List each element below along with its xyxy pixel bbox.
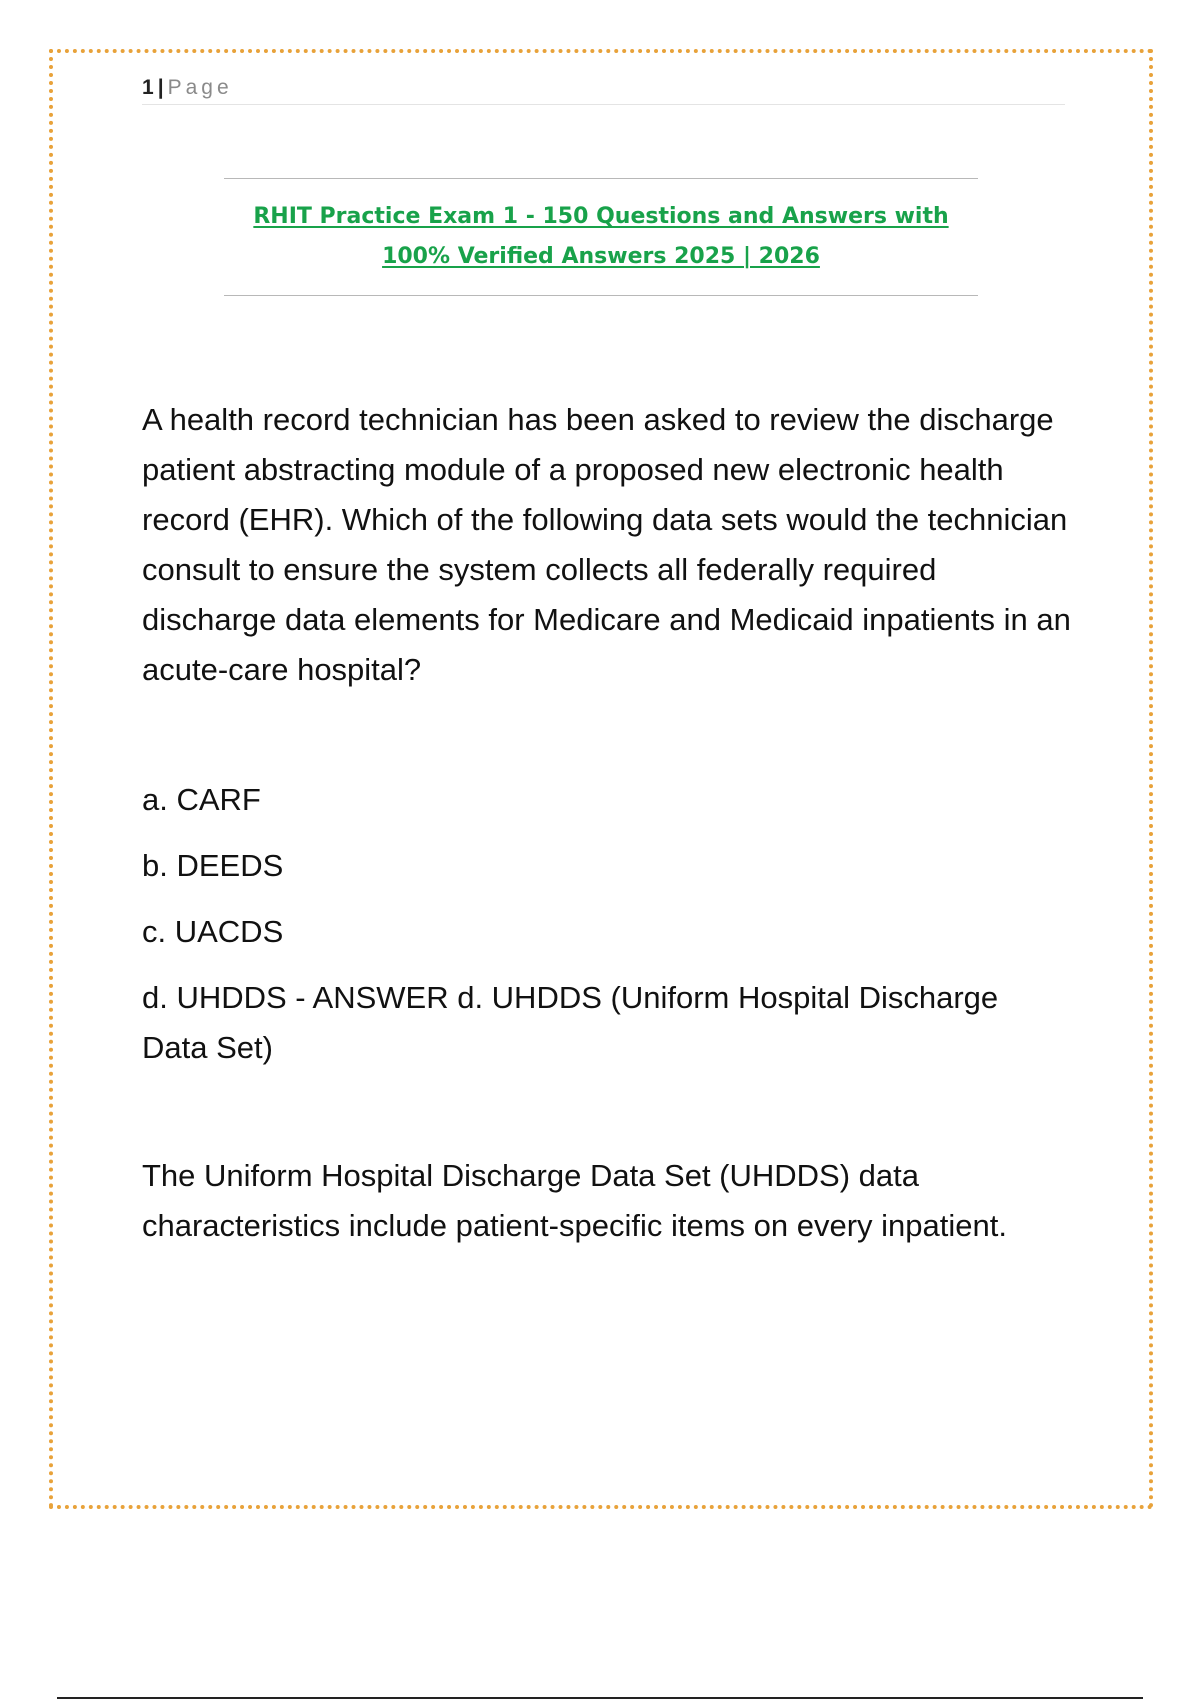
answer-explanation: The Uniform Hospital Discharge Data Set (UHDDS) data characteristics include patient-specific items on every inpatient. (142, 1158, 1007, 1243)
document-title-block (224, 178, 978, 296)
page-label: Page (167, 76, 233, 99)
document-content (142, 395, 1072, 1282)
page-number: 1 (142, 76, 154, 99)
title-line-2: 100% Verified Answers 2025 | 2026 (382, 244, 820, 269)
option-d-answer: d. UHDDS - ANSWER d. UHDDS (Uniform Hospital Discharge Data Set) (142, 980, 999, 1065)
document-title (253, 197, 948, 277)
page-separator: | (157, 76, 164, 99)
answer-options (142, 775, 1072, 1073)
question-text: A health record technician has been asked to review the discharge patient abstracting module of a proposed new electronic health record (EHR). Which of the following data sets would the technician consult to ensure the system collects all federally required discharge data elements for Medicare and Medicaid inpatients in an acute-care hospital? (142, 402, 1071, 687)
title-line-1: RHIT Practice Exam 1 - 150 Questions and Answers with (253, 204, 949, 229)
option-c: c. UACDS (142, 914, 284, 949)
bottom-divider (57, 1697, 1143, 1699)
option-a: a. CARF (142, 782, 261, 817)
option-b: b. DEEDS (142, 848, 284, 883)
page-header (142, 74, 1065, 105)
